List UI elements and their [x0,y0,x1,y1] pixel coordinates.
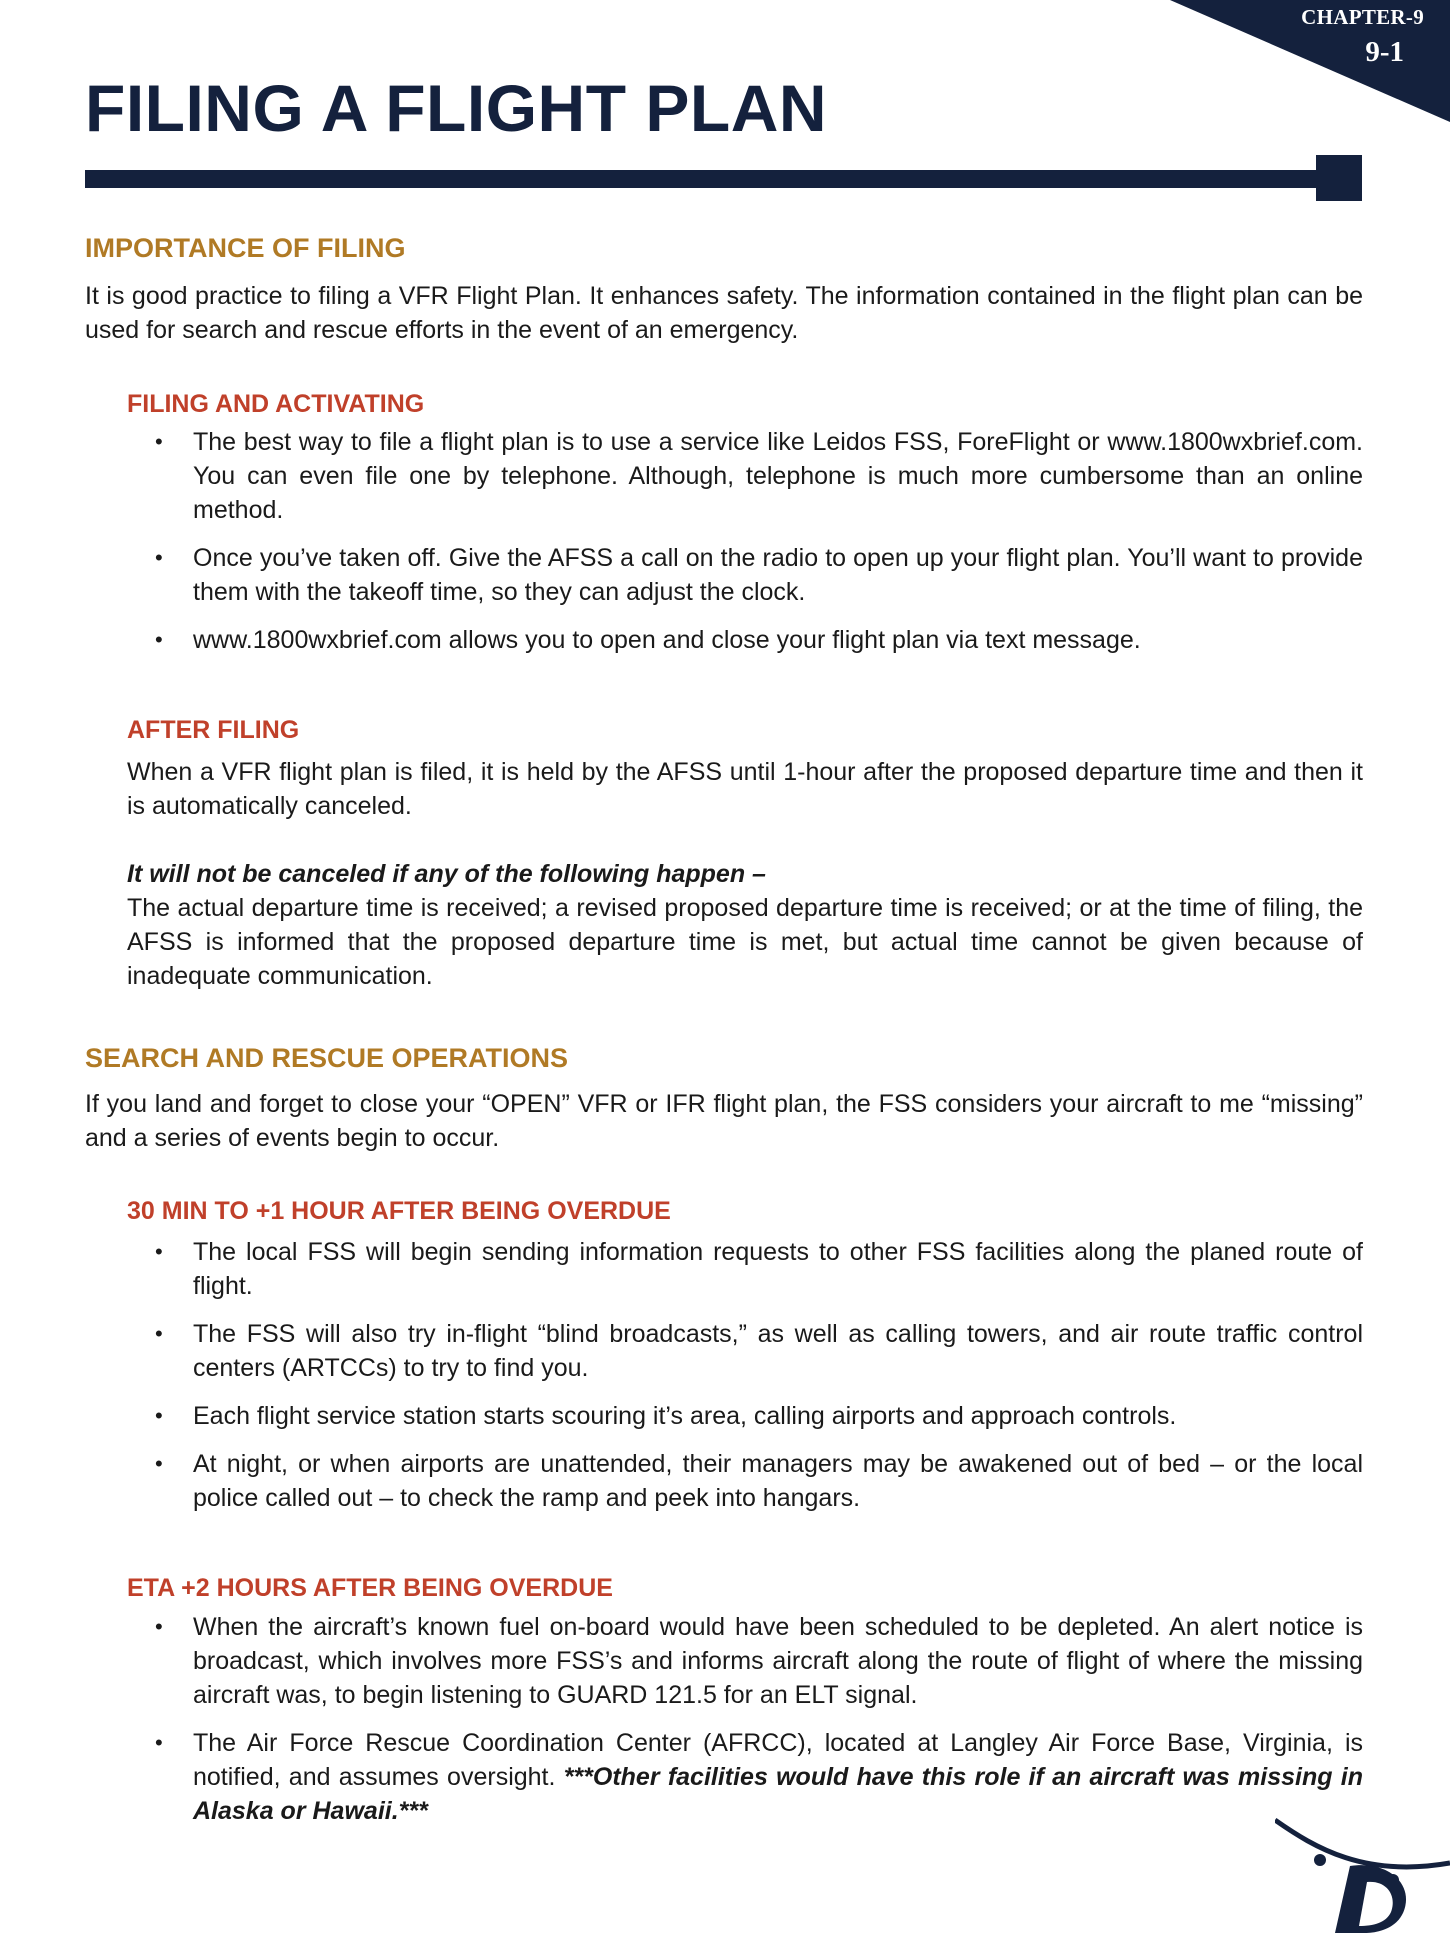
list-item [127,1235,1363,1303]
bullet-icon: • [155,429,163,454]
list-item [127,623,1363,657]
page-number: 9-1 [1365,36,1404,68]
chapter-tab [1170,0,1450,122]
bullet-icon: • [155,627,163,652]
list-item-text: The FSS will also try in-flight “blind broadcasts,” as well as calling towers, and air route traffic control centers (ARTCCs) to try to find you. [193,1320,1363,1382]
title-divider-end-block [1316,155,1362,201]
bullet-icon: • [155,1614,163,1639]
list-item-text: The local FSS will begin sending information requests to other FSS facilities along the planed route of flight. [193,1238,1363,1300]
cancellation-exceptions-heading: It will not be canceled if any of the following happen – [127,860,766,888]
search-rescue-paragraph: If you land and forget to close your “OPEN” VFR or IFR flight plan, the FSS considers your aircraft to me “missing” and a series of events begin to occur. [85,1090,1363,1152]
filing-activating-list [127,425,1363,671]
subheading-30-min-overdue: 30 MIN TO +1 HOUR AFTER BEING OVERDUE [127,1197,671,1225]
bullet-icon: • [155,1239,163,1264]
list-item-text: At night, or when airports are unattended, their managers may be awakened out of bed – or the local police called out – to check the ramp and peek into hangars. [193,1450,1363,1512]
d-airplane-logo-icon [1275,1808,1450,1933]
list-item-emphasis-text: ***Other facilities would have this role if an aircraft was missing in Alaska or Hawaii.*** [193,1763,1363,1825]
list-item-text: The Air Force Rescue Coordination Center (AFRCC), located at Langley Air Force Base, Virginia, is notified, and assumes oversight. [193,1729,1363,1791]
list-item [127,1317,1363,1385]
list-item [127,1399,1363,1433]
list-item [127,541,1363,609]
list-item-text: When the aircraft’s known fuel on-board would have been scheduled to be depleted. An alert notice is broadcast, which involves more FSS’s and informs aircraft along the route of flight of where the missing aircraft was, to begin listening to GUARD 121.5 for an ELT signal. [193,1613,1363,1709]
list-item-text: Each flight service station starts scouring it’s area, calling airports and approach controls. [193,1402,1177,1430]
cancellation-exceptions-paragraph: The actual departure time is received; a revised proposed departure time is received; or at the time of filing, the AFSS is informed that the proposed departure time is met, but actual time cannot be given because of inadequate communication. [127,894,1363,990]
bullet-icon: • [155,1403,163,1428]
eta-2-list [127,1610,1363,1842]
subheading-eta-2-hours: ETA +2 HOURS AFTER BEING OVERDUE [127,1574,613,1602]
list-item [127,1447,1363,1515]
list-item-text: www.1800wxbrief.com allows you to open and close your flight plan via text message. [193,626,1141,654]
page-title: FILING A FLIGHT PLAN [85,71,828,145]
list-item [127,425,1363,527]
section-heading-search-rescue: SEARCH AND RESCUE OPERATIONS [85,1043,569,1073]
importance-paragraph: It is good practice to filing a VFR Flight Plan. It enhances safety. The information contained in the flight plan can be used for search and rescue efforts in the event of an emergency. [85,282,1363,344]
overdue-30-list [127,1235,1363,1529]
bullet-icon: • [155,545,163,570]
list-item-text: The best way to file a flight plan is to use a service like Leidos FSS, ForeFlight or www.1800wxbrief.com. You can even file one by telephone. Although, telephone is much more cumbersome than an online method. [193,428,1363,524]
bullet-icon: • [155,1451,163,1476]
chapter-label: CHAPTER-9 [1301,5,1424,29]
after-filing-paragraph: When a VFR flight plan is filed, it is held by the AFSS until 1-hour after the proposed departure time and then it is automatically canceled. [127,758,1363,820]
subheading-filing-activating: FILING AND ACTIVATING [127,390,425,418]
list-item [127,1726,1363,1828]
title-divider [85,170,1325,188]
section-heading-importance: IMPORTANCE OF FILING [85,233,406,263]
bullet-icon: • [155,1730,163,1755]
list-item-text: Once you’ve taken off. Give the AFSS a call on the radio to open up your flight plan. You’ll want to provide them with the takeoff time, so they can adjust the clock. [193,544,1363,606]
list-item [127,1610,1363,1712]
bullet-icon: • [155,1321,163,1346]
subheading-after-filing: AFTER FILING [127,716,300,744]
